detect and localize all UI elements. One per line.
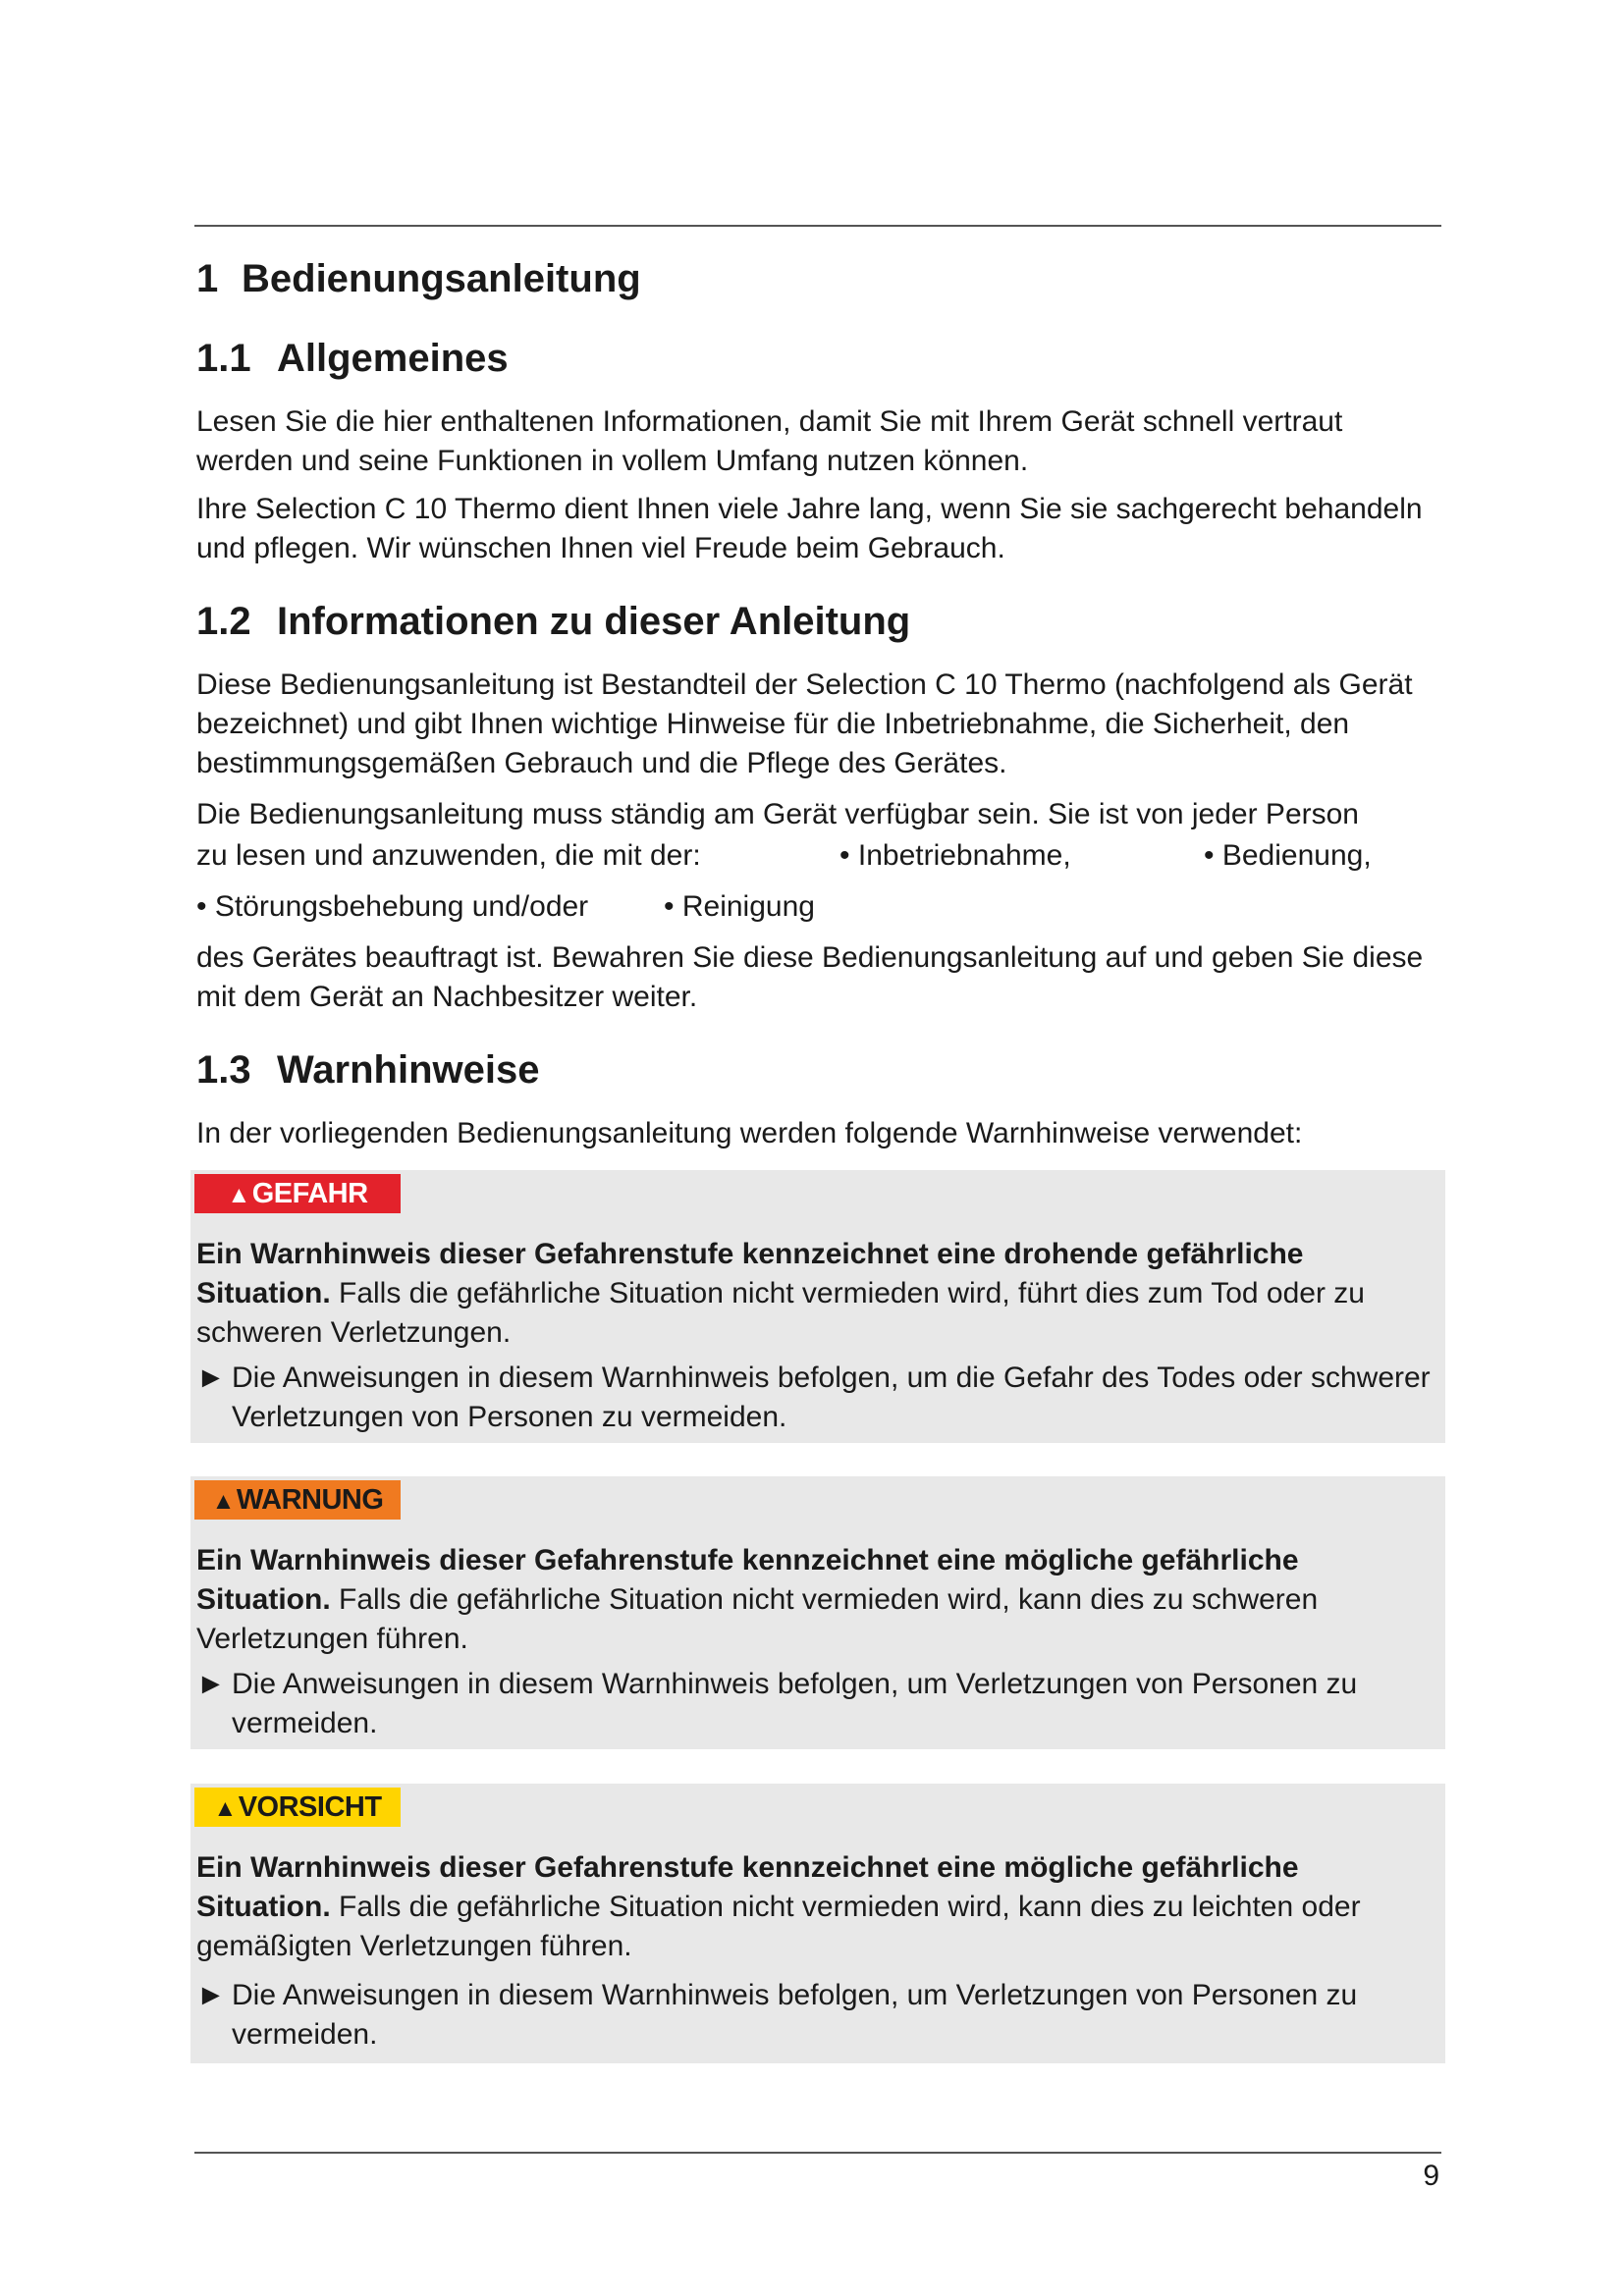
caution-label: ▲VORSICHT [194, 1788, 401, 1827]
warning-action: ► Die Anweisungen in diesem Warnhinweis befolgen, um Verletzungen von Personen zu vermeiden. [196, 1665, 1475, 1743]
section-number: 1.3 [196, 1048, 251, 1092]
section-title: Allgemeines [277, 337, 509, 380]
section-heading-warnhinweise [196, 1048, 1439, 1093]
warning-box-caution [190, 1784, 1445, 2063]
danger-label: ▲GEFAHR [194, 1174, 401, 1213]
warning-box-danger [190, 1170, 1445, 1443]
warning-description: Ein Warnhinweis dieser Gefahrenstufe kennzeichnet eine drohende gefährliche Situation. Falls die gefährliche Situation nicht vermieden wird, führt dies zum Tod oder zu schweren Verletzungen. [196, 1238, 1365, 1349]
arrow-right-icon: ► [196, 1362, 226, 1394]
chapter-number: 1 [196, 257, 219, 300]
paragraph-beauftragt: des Gerätes beauftragt ist. Bewahren Sie diese Bedienungsanleitung auf und geben Sie diese mit dem Gerät an Nachbesitzer weiter. [196, 941, 1424, 1013]
chapter-title: Bedienungsanleitung [242, 257, 641, 300]
section-number: 1.2 [196, 600, 251, 643]
chapter-heading [196, 257, 1439, 301]
paragraph-verfuegbar-line2: zu lesen und anzuwenden, die mit der: [196, 839, 701, 872]
page-number: 9 [1423, 2160, 1439, 2192]
section-title: Warnhinweise [277, 1048, 540, 1092]
section-heading-allgemeines [196, 337, 1439, 381]
bullet-item: • Inbetriebnahme, [839, 839, 1071, 872]
section-title: Informationen zu dieser Anleitung [277, 600, 911, 643]
footer-rule [194, 2152, 1441, 2154]
section-heading-informationen [196, 600, 1439, 644]
header-rule [194, 225, 1441, 227]
arrow-right-icon: ► [196, 1668, 226, 1700]
warning-description: Ein Warnhinweis dieser Gefahrenstufe kennzeichnet eine mögliche gefährliche Situation. Falls die gefährliche Situation nicht vermieden wird, kann dies zu leichten oder gemäßigten Verletzungen führen. [196, 1851, 1361, 1962]
warning-action: ► Die Anweisungen in diesem Warnhinweis befolgen, um die Gefahr des Todes oder schwerer Verletzungen von Personen zu vermeiden. [196, 1359, 1475, 1437]
bullet-item: • Reinigung [664, 890, 815, 923]
bullet-item: • Bedienung, [1204, 839, 1372, 872]
warning-box-warning [190, 1476, 1445, 1749]
paragraph-verfuegbar-line1: Die Bedienungsanleitung muss ständig am Gerät verfügbar sein. Sie ist von jeder Person [196, 798, 1359, 830]
bullet-item: • Störungsbehebung und/oder [196, 890, 589, 923]
arrow-right-icon: ► [196, 1979, 226, 2011]
paragraph-warn-intro: In der vorliegenden Bedienungsanleitung werden folgende Warnhinweise verwendet: [196, 1117, 1303, 1149]
warning-triangle-icon: ▲ [227, 1182, 250, 1208]
warning-triangle-icon: ▲ [211, 1488, 235, 1515]
warning-label: ▲WARNUNG [194, 1480, 401, 1520]
warning-description: Ein Warnhinweis dieser Gefahrenstufe kennzeichnet eine mögliche gefährliche Situation. Falls die gefährliche Situation nicht vermieden wird, kann dies zu schweren Verletzungen führen. [196, 1544, 1319, 1655]
warning-action: ► Die Anweisungen in diesem Warnhinweis befolgen, um Verletzungen von Personen zu vermeiden. [196, 1976, 1475, 2055]
warning-triangle-icon: ▲ [213, 1795, 237, 1822]
paragraph-intro: Lesen Sie die hier enthaltenen Informationen, damit Sie mit Ihrem Gerät schnell vertraut werden und seine Funktionen in vollem Umfang nutzen können. [196, 405, 1343, 477]
section-number: 1.1 [196, 337, 251, 380]
paragraph-selection: Ihre Selection C 10 Thermo dient Ihnen viele Jahre lang, wenn Sie sie sachgerecht behandeln und pflegen. Wir wünschen Ihnen viel Freude beim Gebrauch. [196, 493, 1423, 564]
paragraph-bestandteil: Diese Bedienungsanleitung ist Bestandteil der Selection C 10 Thermo (nachfolgend als Gerät bezeichnet) und gibt Ihnen wichtige Hinweise für die Inbetriebnahme, die Sicherheit, den bestimmungsgemäßen Gebrauch und die Pflege des Gerätes. [196, 668, 1413, 779]
